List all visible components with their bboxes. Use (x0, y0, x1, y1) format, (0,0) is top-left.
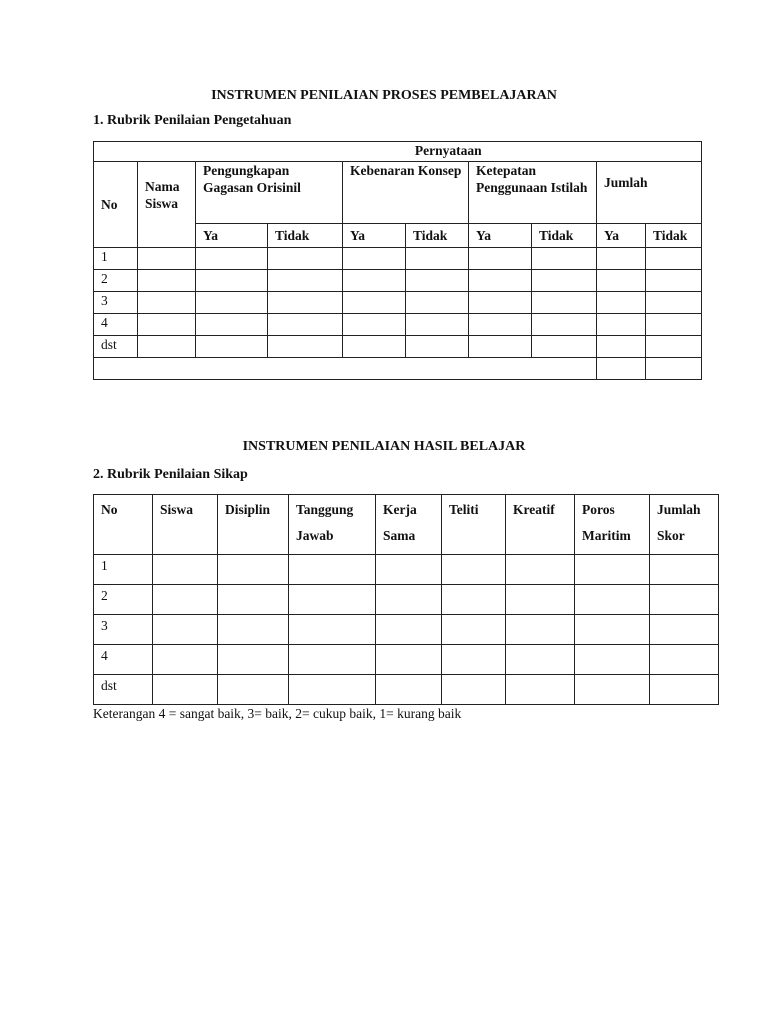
table-row (94, 555, 719, 585)
table-row (94, 585, 719, 615)
table-row (94, 248, 702, 270)
table2-col-kerja-sama: Kerja Sama (376, 495, 442, 555)
row-number: dst (94, 336, 138, 358)
table1-criteria-1: Kebenaran Konsep (343, 162, 469, 224)
table2-col-kreatif: Kreatif (506, 495, 575, 555)
table1-col-nama-label: Nama Siswa (145, 179, 180, 211)
table-row (94, 292, 702, 314)
table-row (94, 336, 702, 358)
table2-col-poros-maritim: Poros Maritim (575, 495, 650, 555)
table1-group-header: Pernyataan (196, 142, 702, 162)
table1-col-no: No (94, 162, 138, 248)
table1-tidak-3: Tidak (646, 224, 702, 248)
table1-criteria-3: Jumlah (597, 162, 702, 224)
section1-subtitle: 1. Rubrik Penilaian Pengetahuan (93, 113, 292, 128)
table2-col-jumlah-skor: Jumlah Skor (650, 495, 719, 555)
table1-col-nama (138, 162, 196, 248)
table2-col-disiplin: Disiplin (218, 495, 289, 555)
table1-ya-1: Ya (343, 224, 406, 248)
row-number: 1 (94, 248, 138, 270)
table1-ya-3: Ya (597, 224, 646, 248)
table1-blank-header (94, 142, 196, 162)
row-number: 4 (94, 314, 138, 336)
table-row (94, 615, 719, 645)
table1-ya-2: Ya (469, 224, 532, 248)
table2-col-teliti: Teliti (442, 495, 506, 555)
section1-title: INSTRUMEN PENILAIAN PROSES PEMBELAJARAN (211, 88, 557, 103)
row-number: 1 (94, 555, 153, 585)
section2-subtitle: 2. Rubrik Penilaian Sikap (93, 467, 248, 482)
table-row (94, 645, 719, 675)
row-number: 2 (94, 270, 138, 292)
row-number: 2 (94, 585, 153, 615)
knowledge-rubric-table (93, 141, 702, 380)
table-row (94, 270, 702, 292)
table1-total-row (94, 358, 702, 380)
table-row (94, 675, 719, 705)
table2-col-no: No (94, 495, 153, 555)
table1-criteria-0: Pengungkapan Gagasan Orisinil (196, 162, 343, 224)
table1-tidak-0: Tidak (268, 224, 343, 248)
table2-col-tanggung-jawab: Tanggung Jawab (289, 495, 376, 555)
attitude-rubric-table (93, 494, 719, 705)
legend-note: Keterangan 4 = sangat baik, 3= baik, 2= cukup baik, 1= kurang baik (93, 706, 462, 721)
section2-title: INSTRUMEN PENILAIAN HASIL BELAJAR (242, 439, 526, 454)
row-number: 3 (94, 615, 153, 645)
row-number: dst (94, 675, 153, 705)
table1-tidak-1: Tidak (406, 224, 469, 248)
table2-col-siswa: Siswa (153, 495, 218, 555)
table-row (94, 314, 702, 336)
table1-tidak-2: Tidak (532, 224, 597, 248)
table1-ya-0: Ya (196, 224, 268, 248)
table1-criteria-2: Ketepatan Penggunaan Istilah (469, 162, 597, 224)
row-number: 4 (94, 645, 153, 675)
row-number: 3 (94, 292, 138, 314)
